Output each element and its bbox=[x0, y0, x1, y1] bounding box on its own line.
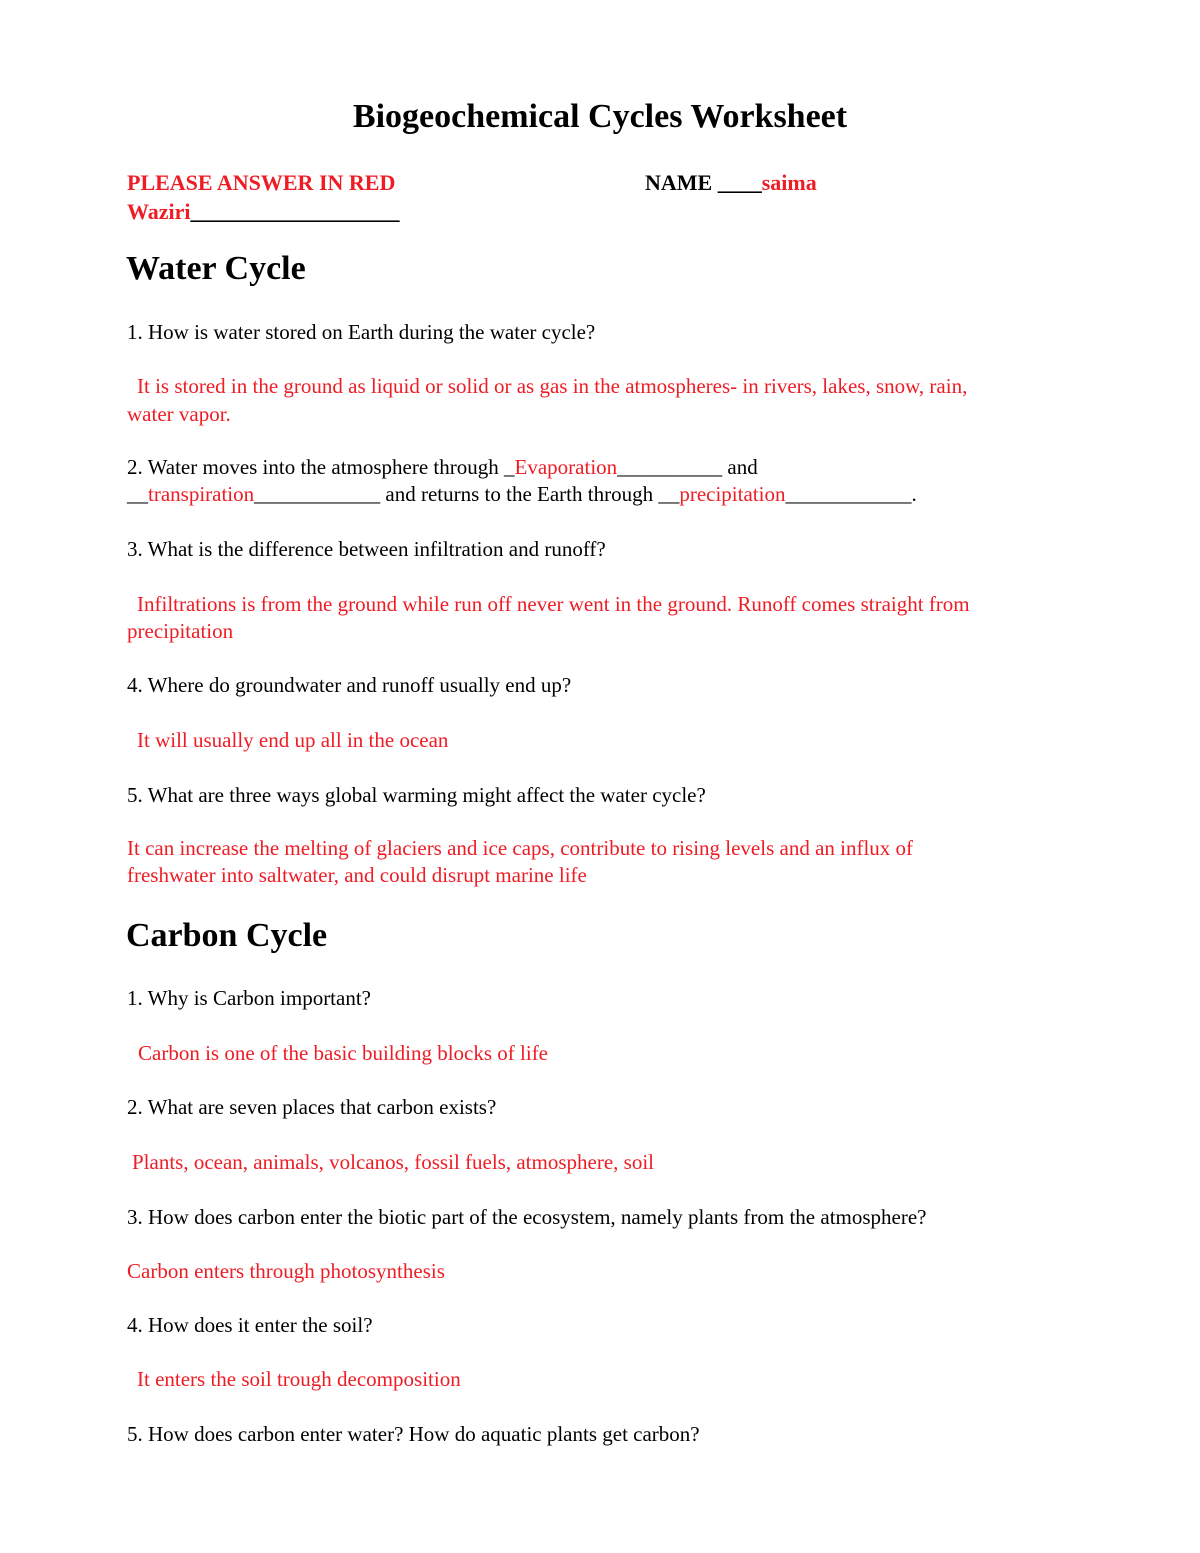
water-answer-1-line-1: It is stored in the ground as liquid or solid or as gas in the atmospheres- in rivers, lakes, snow, rain, bbox=[137, 374, 968, 398]
water-question-2-line-2 bbox=[127, 482, 917, 507]
carbon-answer-4: It enters the soil trough decomposition bbox=[137, 1367, 461, 1391]
q2-text-2: __________ and bbox=[617, 455, 758, 479]
carbon-question-4: 4. How does it enter the soil? bbox=[127, 1313, 373, 1337]
name-underline: ___________________ bbox=[190, 199, 400, 224]
water-answer-1-line-2: water vapor. bbox=[127, 402, 231, 426]
q2-text-4: ____________ and returns to the Earth through __ bbox=[254, 482, 680, 506]
water-question-1: 1. How is water stored on Earth during the water cycle? bbox=[127, 320, 596, 344]
answer-instruction: PLEASE ANSWER IN RED bbox=[127, 170, 396, 195]
name-field bbox=[645, 170, 817, 196]
name-value: saima bbox=[761, 170, 817, 195]
q2-answer-evaporation: Evaporation bbox=[514, 455, 618, 479]
water-question-2-line-1 bbox=[127, 455, 758, 480]
water-cycle-heading: Water Cycle bbox=[126, 250, 306, 287]
name-value-surname: Waziri bbox=[127, 199, 191, 224]
name-label: NAME ____ bbox=[645, 170, 762, 195]
q2-text-3: __ bbox=[127, 482, 148, 506]
page-title: Biogeochemical Cycles Worksheet bbox=[352, 98, 848, 135]
q2-text-1: 2. Water moves into the atmosphere through _ bbox=[127, 455, 515, 479]
water-question-4: 4. Where do groundwater and runoff usually end up? bbox=[127, 673, 572, 697]
q2-answer-transpiration: transpiration bbox=[148, 482, 255, 506]
carbon-cycle-heading: Carbon Cycle bbox=[126, 917, 328, 954]
carbon-question-1: 1. Why is Carbon important? bbox=[127, 986, 371, 1010]
carbon-answer-1: Carbon is one of the basic building blocks of life bbox=[138, 1041, 549, 1065]
water-answer-5-line-1: It can increase the melting of glaciers and ice caps, contribute to rising levels and an influx of bbox=[127, 836, 914, 860]
name-continuation bbox=[127, 199, 400, 225]
water-answer-3-line-1: Infiltrations is from the ground while run off never went in the ground. Runoff comes straight from bbox=[137, 592, 970, 616]
water-answer-3-line-2: precipitation bbox=[127, 619, 234, 643]
carbon-question-2: 2. What are seven places that carbon exists? bbox=[127, 1095, 497, 1119]
q2-text-5: ____________. bbox=[785, 482, 917, 506]
carbon-question-3: 3. How does carbon enter the biotic part of the ecosystem, namely plants from the atmosphere? bbox=[127, 1205, 927, 1229]
q2-answer-precipitation: precipitation bbox=[679, 482, 786, 506]
carbon-question-5: 5. How does carbon enter water? How do aquatic plants get carbon? bbox=[127, 1422, 700, 1446]
water-answer-5-line-2: freshwater into saltwater, and could disrupt marine life bbox=[127, 863, 587, 887]
water-answer-4: It will usually end up all in the ocean bbox=[137, 728, 449, 752]
carbon-answer-3: Carbon enters through photosynthesis bbox=[127, 1259, 445, 1283]
water-question-5: 5. What are three ways global warming might affect the water cycle? bbox=[127, 783, 706, 807]
water-question-3: 3. What is the difference between infiltration and runoff? bbox=[127, 537, 606, 561]
carbon-answer-2: Plants, ocean, animals, volcanos, fossil fuels, atmosphere, soil bbox=[132, 1150, 654, 1174]
